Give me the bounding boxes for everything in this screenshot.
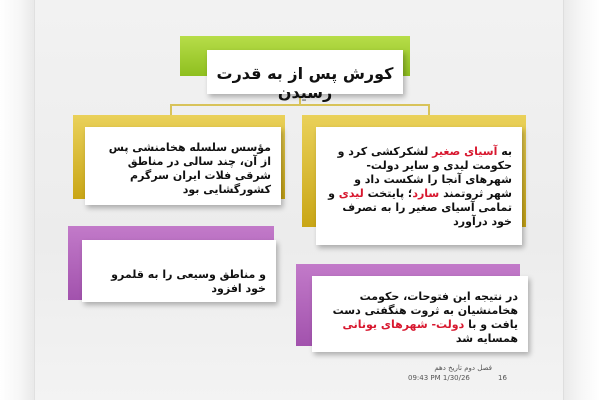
highlight-lydia: لیدی xyxy=(338,187,364,200)
footer-page-number: 16 xyxy=(498,374,507,382)
slide-frame-left xyxy=(0,0,35,400)
highlight-greek-city-states: دولت- شهرهای یونانی xyxy=(342,318,465,331)
bottom-right-node xyxy=(312,276,528,352)
top-left-node-text: مؤسس سلسله هخامنشی پس از آن، چند سالی در مناطق شرقی فلات ایران سرگرم کشورگشایی بود xyxy=(108,141,271,196)
slide-frame-right xyxy=(563,0,600,400)
top-left-node xyxy=(85,127,281,205)
top-right-node xyxy=(316,127,522,245)
bottom-left-node xyxy=(82,240,276,302)
connector-horizontal xyxy=(170,104,430,106)
bottom-right-node-text: در نتیجه این فتوحات، حکومت هخامنشیان به ثروت هنگفتی دست یافت و با دولت- شهرهای یونانی همسایه شد xyxy=(332,290,518,345)
title-node xyxy=(207,50,403,102)
title-node-text: کورش پس از به قدرت رسیدن xyxy=(216,64,394,102)
highlight-sardis: سارد xyxy=(412,187,440,200)
bottom-left-node-text: و مناطق وسیعی را به قلمرو خود افزود xyxy=(111,268,266,295)
top-right-node-text: به آسیای صغیر لشکرکشی کرد و حکومت لیدی و سایر دولت- شهرهای آنجا را شکست داد و شهر ثروتمند سارد؛ پایتخت لیدی و تمامی آسیای صغیر را به تصرف خود درآورد xyxy=(328,145,512,228)
footer-datetime: 09:43 PM 1/30/26 xyxy=(408,374,470,382)
highlight-asia-minor: آسیای صغیر xyxy=(432,145,498,158)
footer-caption: فصل دوم تاریخ دهم xyxy=(434,364,492,372)
